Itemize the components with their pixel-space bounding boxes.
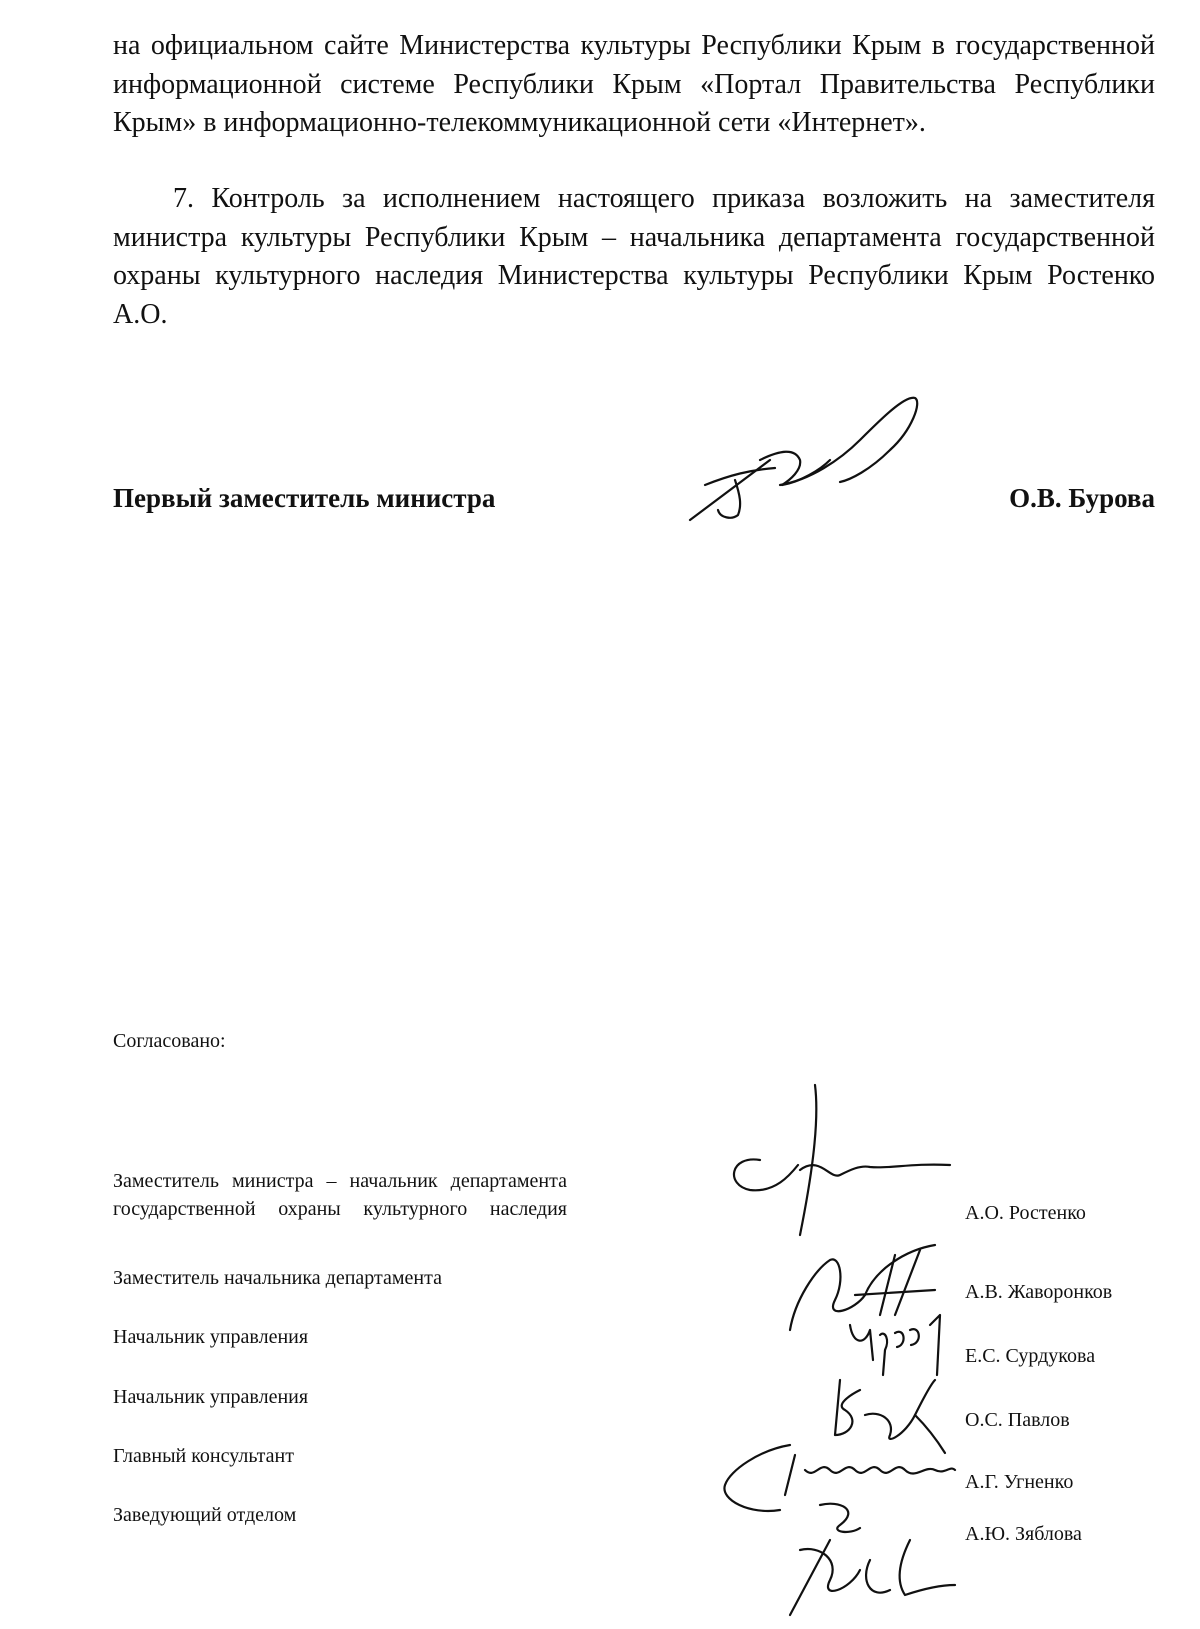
approver-name: А.О. Ростенко (965, 1202, 1086, 1224)
signatory-name: О.В. Бурова (1009, 483, 1155, 513)
approver-role: Главный консультант (113, 1445, 294, 1467)
approver-name: А.Г. Угненко (965, 1471, 1074, 1493)
approver-role: Заведующий отделом (113, 1504, 297, 1526)
paragraph-control-clause: 7. Контроль за исполнением настоящего приказа возложить на заместителя министра культуры Республики Крым – начальника департамента государственной охраны культурного наследия Министерства культуры Республики Крым Ростенко А.О. (113, 183, 1155, 330)
approver-signature (760, 1500, 960, 1620)
main-signature (690, 390, 950, 540)
approver-role: Начальник управления (113, 1386, 309, 1408)
signatory-title: Первый заместитель министра (113, 483, 496, 513)
approver-name: А.В. Жаворонков (965, 1281, 1113, 1303)
approved-label: Согласовано: (113, 1030, 226, 1052)
approver-name: Е.С. Сурдукова (965, 1345, 1096, 1367)
approver-role: Начальник управления (113, 1326, 309, 1348)
approver-name: О.С. Павлов (965, 1409, 1070, 1431)
approver-role: Заместитель начальника департамента (113, 1267, 442, 1289)
paragraph-publication: на официальном сайте Министерства культуры Республики Крым в государственной информационной системе Республики Крым «Портал Правительства Республики Крым» в информационно-телекоммуникационной сети «Интернет». (113, 30, 1155, 138)
approver-role: Заместитель министра – начальник департамента государственной охраны культурного наследия (113, 1170, 567, 1220)
approver-name: А.Ю. Зяблова (965, 1523, 1082, 1545)
approver-signature (720, 1085, 970, 1235)
